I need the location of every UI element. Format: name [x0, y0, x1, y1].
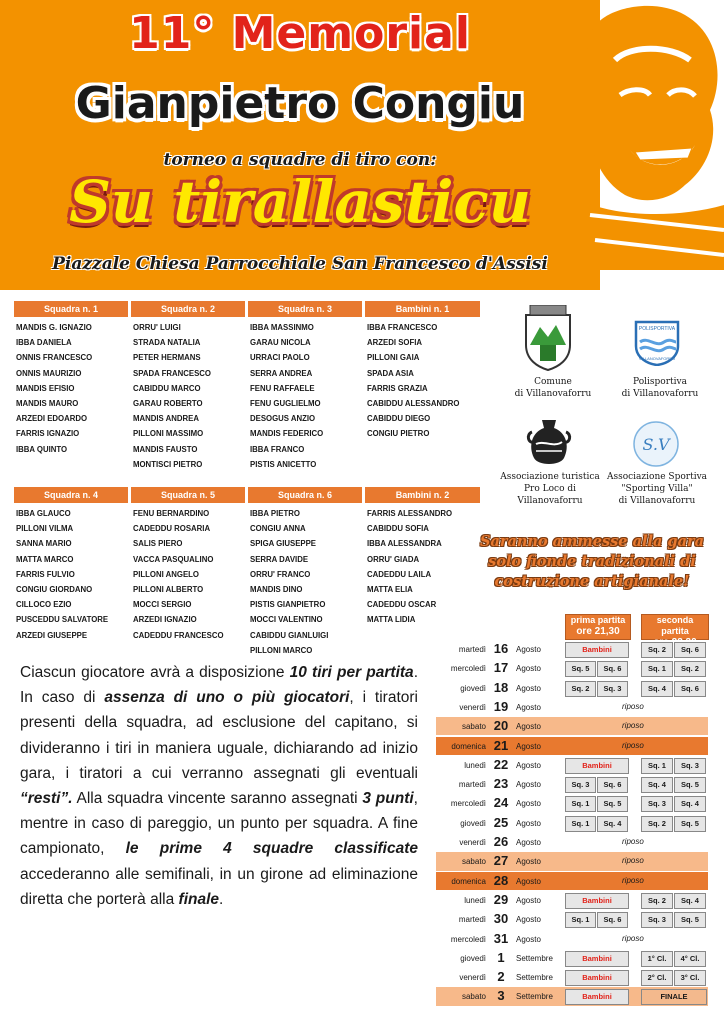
- team-cell: Sq. 4: [674, 893, 706, 909]
- player-name: ARZEDI SOFIA: [367, 338, 423, 348]
- logo-caption: Polisportiva di Villanovaforru: [621, 377, 699, 399]
- player-name: IBBA PIETRO: [250, 509, 300, 518]
- player-name: PISTIS GIANPIETRO: [250, 600, 326, 610]
- weekday: martedì: [458, 915, 486, 925]
- player-name: SERRA DAVIDE: [250, 554, 309, 564]
- month: Settembre: [516, 992, 553, 1002]
- player-name: ARZEDI GIUSEPPE: [16, 630, 88, 640]
- team-cell: Sq. 1: [641, 758, 673, 774]
- player-name: MATTA LIDIA: [367, 615, 416, 625]
- weekday: mercoledì: [450, 934, 486, 944]
- team-header: Squadra n. 2: [131, 301, 245, 317]
- month: Agosto: [516, 722, 541, 732]
- team-cell: Sq. 5: [674, 777, 706, 793]
- player-name: CONGIU ANNA: [250, 524, 306, 534]
- team-cell: Sq. 5: [674, 912, 706, 928]
- team-cell: Sq. 1: [641, 661, 673, 677]
- player-name: CONGIU PIETRO: [367, 429, 430, 439]
- schedule-row: [436, 891, 708, 909]
- teams-table-top: [14, 301, 480, 476]
- player-name: IBBA FRANCO: [250, 444, 305, 454]
- month: Agosto: [516, 799, 541, 809]
- player-name: ARZEDI IGNAZIO: [133, 615, 197, 625]
- bambini-cell: Bambini: [565, 642, 629, 658]
- day-number: 17: [493, 660, 509, 676]
- team-cell: 2° Cl.: [641, 970, 673, 986]
- team-header: Squadra n. 3: [248, 301, 362, 317]
- day-number: 31: [493, 930, 509, 946]
- pro-loco-vase-icon: [526, 418, 572, 468]
- weekday: venerdì: [459, 702, 486, 712]
- team-cell: Sq. 2: [565, 681, 596, 697]
- schedule-row: [436, 737, 708, 755]
- bambini-cell: Bambini: [565, 758, 629, 774]
- day-number: 21: [493, 737, 509, 753]
- player-name: URRACI PAOLO: [250, 353, 310, 363]
- final-cell: FINALE: [641, 989, 707, 1005]
- day-number: 2: [497, 969, 505, 985]
- team-cell: Sq. 1: [565, 816, 596, 832]
- bambini-cell: Bambini: [565, 989, 629, 1005]
- weekday: lunedì: [464, 895, 486, 905]
- player-name: SERRA ANDREA: [250, 368, 313, 378]
- poster-header: [0, 0, 724, 290]
- team-cell: Sq. 6: [597, 777, 628, 793]
- schedule-row: [436, 987, 708, 1005]
- polisportiva-logo-icon: [630, 316, 684, 366]
- player-name: MONTISCI PIETRO: [133, 459, 203, 469]
- schedule-row: [436, 968, 708, 986]
- title-line-2: Gianpietro Congiu: [75, 78, 525, 129]
- month: Agosto: [516, 780, 541, 790]
- day-number: 23: [493, 776, 509, 792]
- player-name: PETER HERMANS: [133, 353, 201, 363]
- player-name: SPADA ASIA: [367, 368, 414, 378]
- month: Agosto: [516, 645, 541, 654]
- day-number: 20: [493, 718, 509, 734]
- team-cell: Sq. 4: [641, 777, 673, 793]
- player-name: DESOGUS ANZIO: [250, 414, 316, 424]
- schedule-row: [436, 930, 708, 948]
- month: Agosto: [516, 683, 541, 693]
- player-name: CILLOCO EZIO: [16, 600, 72, 610]
- title-line-1: 11° Memorial: [129, 8, 471, 59]
- badge-subtext: VILLANOVAFORRU: [638, 356, 676, 361]
- weekday: sabato: [461, 722, 486, 732]
- player-name: CABIDDU DIEGO: [367, 414, 431, 424]
- schedule-row: [436, 814, 708, 832]
- team-cell: Sq. 5: [674, 816, 706, 832]
- rest-label: riposo: [622, 933, 644, 943]
- team-cell: Sq. 6: [674, 642, 706, 658]
- svg-text:S.V: S.V: [642, 435, 670, 454]
- month: Agosto: [516, 838, 541, 847]
- month: Settembre: [516, 973, 553, 983]
- team-cell: Sq. 6: [674, 681, 706, 697]
- player-name: IBBA GLAUCO: [16, 509, 71, 518]
- player-name: FARRIS GRAZIA: [367, 383, 428, 393]
- month: Agosto: [516, 818, 541, 828]
- logo-caption: Comune di Villanovaforru: [514, 377, 592, 399]
- team-header: Squadra n. 4: [14, 487, 128, 503]
- player-name: IBBA MASSINMO: [250, 323, 314, 332]
- weekday: mercoledì: [450, 664, 486, 674]
- rest-label: riposo: [622, 701, 644, 711]
- team-cell: Sq. 3: [565, 777, 596, 793]
- team-cell: Sq. 5: [565, 661, 596, 677]
- day-number: 24: [493, 795, 509, 811]
- team-cell: Sq. 4: [674, 796, 706, 812]
- day-number: 16: [493, 641, 509, 656]
- schedule-row: [436, 833, 708, 851]
- day-number: 18: [493, 679, 509, 695]
- month: Agosto: [516, 664, 541, 674]
- weekday: venerdì: [459, 838, 486, 847]
- player-name: MATTA MARCO: [16, 554, 74, 564]
- player-name: MOCCI VALENTINO: [250, 615, 323, 625]
- day-number: 27: [493, 853, 509, 869]
- player-name: MANDIS MAURO: [16, 399, 79, 408]
- schedule-row: [436, 949, 708, 967]
- schedule-row: [436, 910, 708, 928]
- player-name: MANDIS ANDREA: [133, 414, 199, 424]
- weekday: martedì: [458, 780, 486, 790]
- schedule-row: [436, 794, 708, 812]
- team-cell: Sq. 4: [597, 816, 628, 832]
- weekday: sabato: [461, 857, 486, 867]
- team-header: Squadra n. 1: [14, 301, 128, 317]
- player-name: PILLONI MARCO: [250, 645, 313, 655]
- player-name: VACCA PASQUALINO: [133, 554, 214, 564]
- team-cell: Sq. 3: [641, 912, 673, 928]
- weekday: domenica: [451, 741, 486, 751]
- schedule-row: [436, 872, 708, 890]
- team-header: Bambini n. 2: [365, 487, 480, 503]
- player-name: PILLONI GAIA: [367, 353, 420, 363]
- team-cell: Sq. 3: [641, 796, 673, 812]
- badge-text: POLISPORTIVA: [638, 326, 676, 332]
- weekday: sabato: [461, 992, 486, 1002]
- player-name: CADEDDU FRANCESCO: [133, 630, 224, 640]
- comune-crest-icon: [520, 305, 576, 371]
- player-name: CADEDDU LAILA: [367, 569, 432, 579]
- player-name: STRADA NATALIA: [133, 338, 201, 348]
- player-name: ONNIS MAURIZIO: [16, 368, 82, 378]
- player-name: IBBA FRANCESCO: [367, 323, 438, 332]
- month: Agosto: [516, 857, 541, 867]
- rest-label: riposo: [622, 856, 644, 866]
- player-name: FENU BERNARDINO: [133, 509, 210, 518]
- player-name: FARRIS FULVIO: [16, 569, 75, 579]
- player-name: ORRU' GIADA: [367, 554, 420, 564]
- team-cell: Sq. 4: [641, 681, 673, 697]
- team-header: Squadra n. 6: [248, 487, 362, 503]
- first-match-header: prima partita ore 21,30: [565, 614, 631, 640]
- player-name: SPIGA GIUSEPPE: [250, 539, 317, 549]
- sporting-villa-logo-icon: [632, 420, 680, 468]
- player-name: GARAU NICOLA: [250, 338, 311, 348]
- player-name: ONNIS FRANCESCO: [16, 353, 93, 363]
- month: Agosto: [516, 934, 541, 944]
- player-name: CADEDDU OSCAR: [367, 600, 437, 610]
- schedule-row: [436, 775, 708, 793]
- player-name: ORRU' FRANCO: [250, 569, 311, 579]
- team-cell: Sq. 6: [597, 661, 628, 677]
- schedule-row: [436, 640, 708, 658]
- event-title: Su tirallasticu: [69, 168, 531, 236]
- schedule-row: [436, 698, 708, 716]
- player-name: MANDIS FAUSTO: [133, 444, 198, 454]
- player-name: IBBA QUINTO: [16, 444, 68, 454]
- weekday: lunedì: [464, 760, 486, 770]
- team-cell: 3° Cl.: [674, 970, 706, 986]
- month: Agosto: [516, 760, 541, 770]
- rest-label: riposo: [622, 721, 644, 731]
- rest-label: riposo: [622, 837, 644, 846]
- weekday: mercoledì: [450, 799, 486, 809]
- player-name: PILLONI ANGELO: [133, 569, 199, 579]
- player-name: CADEDDU ROSARIA: [133, 524, 211, 534]
- team-cell: Sq. 2: [641, 642, 673, 658]
- day-number: 29: [493, 891, 509, 907]
- day-number: 28: [493, 872, 509, 888]
- schedule-row: [436, 717, 708, 735]
- venue-line: Piazzale Chiesa Parrocchiale San Francesco d'Assisi: [52, 254, 548, 274]
- player-name: CONGIU GIORDANO: [16, 585, 93, 594]
- rest-label: riposo: [622, 875, 644, 885]
- weekday: domenica: [451, 876, 486, 886]
- team-cell: Sq. 2: [674, 661, 706, 677]
- bambini-cell: Bambini: [565, 951, 629, 967]
- month: Agosto: [516, 876, 541, 886]
- player-name: PISTIS ANICETTO: [250, 459, 317, 469]
- player-name: MANDIS G. IGNAZIO: [16, 323, 92, 332]
- team-cell: Sq. 3: [597, 681, 628, 697]
- rest-label: riposo: [622, 740, 644, 750]
- month: Settembre: [516, 953, 553, 963]
- team-cell: Sq. 2: [641, 816, 673, 832]
- bambini-cell: Bambini: [565, 970, 629, 986]
- team-cell: Sq. 5: [597, 796, 628, 812]
- schedule-row: [436, 756, 708, 774]
- player-name: ORRU' LUIGI: [133, 323, 181, 332]
- player-name: GARAU ROBERTO: [133, 399, 203, 408]
- weekday: giovedì: [460, 683, 486, 693]
- rules-paragraph: Ciascun giocatore avrà a disposizione 10 tiri per partita. In caso di assenza di uno o più giocatori, i tiratori presenti della squadra, ad esclusione del capitano, si divideranno i tiri in maniera uguale, dichiarando ad inizio gara, i tiratori a cui verranno assegnati gli eventuali “resti”. Alla squadra vincente saranno assegnati 3 punti, mentre in caso di pareggio, un punto per squadra. A fine campionato, le prime 4 squadre classificate accederanno alle semifinali, in un girone ad eliminazione diretta che porterà alla finale.: [20, 664, 418, 908]
- player-name: PUSCEDDU SALVATORE: [16, 615, 109, 625]
- player-name: CABIDDU SOFIA: [367, 524, 429, 534]
- player-name: FARRIS ALESSANDRO: [367, 509, 453, 518]
- day-number: 22: [493, 756, 509, 772]
- team-cell: 1° Cl.: [641, 951, 673, 967]
- player-name: IBBA DANIELA: [16, 338, 72, 348]
- player-name: FENU GUGLIELMO: [250, 399, 321, 408]
- player-name: MANDIS EFISIO: [16, 383, 75, 393]
- player-name: CABIDDU ALESSANDRO: [367, 399, 460, 408]
- player-name: MATTA ELIA: [367, 585, 413, 594]
- player-name: ARZEDI EDOARDO: [16, 414, 88, 424]
- team-cell: Sq. 1: [565, 796, 596, 812]
- team-cell: 4° Cl.: [674, 951, 706, 967]
- weekday: giovedì: [460, 953, 486, 963]
- month: Agosto: [516, 741, 541, 751]
- player-name: CABIDDU MARCO: [133, 383, 201, 393]
- player-name: FENU RAFFAELE: [250, 383, 315, 393]
- bambini-cell: Bambini: [565, 893, 629, 909]
- logo-caption: Associazione Sportiva "Sporting Villa" di Villanovaforru: [606, 472, 708, 506]
- player-name: MANDIS FEDERICO: [250, 429, 324, 439]
- player-name: CABIDDU GIANLUIGI: [250, 630, 329, 640]
- month: Agosto: [516, 702, 541, 712]
- team-cell: Sq. 3: [674, 758, 706, 774]
- team-header: Bambini n. 1: [365, 301, 480, 317]
- player-name: PILLONI ALBERTO: [133, 585, 204, 594]
- schedule-row: [436, 852, 708, 870]
- day-number: 3: [497, 988, 505, 1004]
- player-name: SPADA FRANCESCO: [133, 368, 211, 378]
- month: Agosto: [516, 915, 541, 925]
- player-name: SANNA MARIO: [16, 539, 72, 549]
- slingshot-notice: Saranno ammesse alla gara solo fionde tradizionali di costruzione artigianale!: [479, 533, 705, 590]
- teams-table-bottom: [14, 487, 480, 657]
- schedule-row: [436, 679, 708, 697]
- day-number: 19: [493, 698, 509, 714]
- player-name: SALIS PIERO: [133, 539, 183, 549]
- subtitle: torneo a squadre di tiro con:: [163, 150, 437, 170]
- month: Agosto: [516, 895, 541, 905]
- weekday: giovedì: [460, 818, 486, 828]
- day-number: 26: [493, 834, 509, 849]
- player-name: PILLONI MASSIMO: [133, 429, 204, 439]
- player-name: PILLONI VILMA: [16, 524, 74, 534]
- schedule-row: [436, 659, 708, 677]
- team-cell: Sq. 1: [565, 912, 596, 928]
- player-name: MANDIS DINO: [250, 585, 303, 594]
- team-cell: Sq. 6: [597, 912, 628, 928]
- day-number: 30: [493, 911, 509, 927]
- team-header: Squadra n. 5: [131, 487, 245, 503]
- day-number: 25: [493, 814, 509, 830]
- second-match-header: seconda partita: [641, 614, 709, 640]
- player-name: IBBA ALESSANDRA: [367, 539, 442, 549]
- weekday: venerdì: [459, 973, 486, 983]
- logo-caption: Associazione turistica Pro Loco di Villanovaforru: [500, 472, 600, 506]
- team-cell: Sq. 2: [641, 893, 673, 909]
- player-name: MOCCI SERGIO: [133, 600, 192, 610]
- weekday: martedì: [458, 645, 486, 654]
- day-number: 1: [497, 949, 505, 965]
- player-name: FARRIS IGNAZIO: [16, 429, 80, 439]
